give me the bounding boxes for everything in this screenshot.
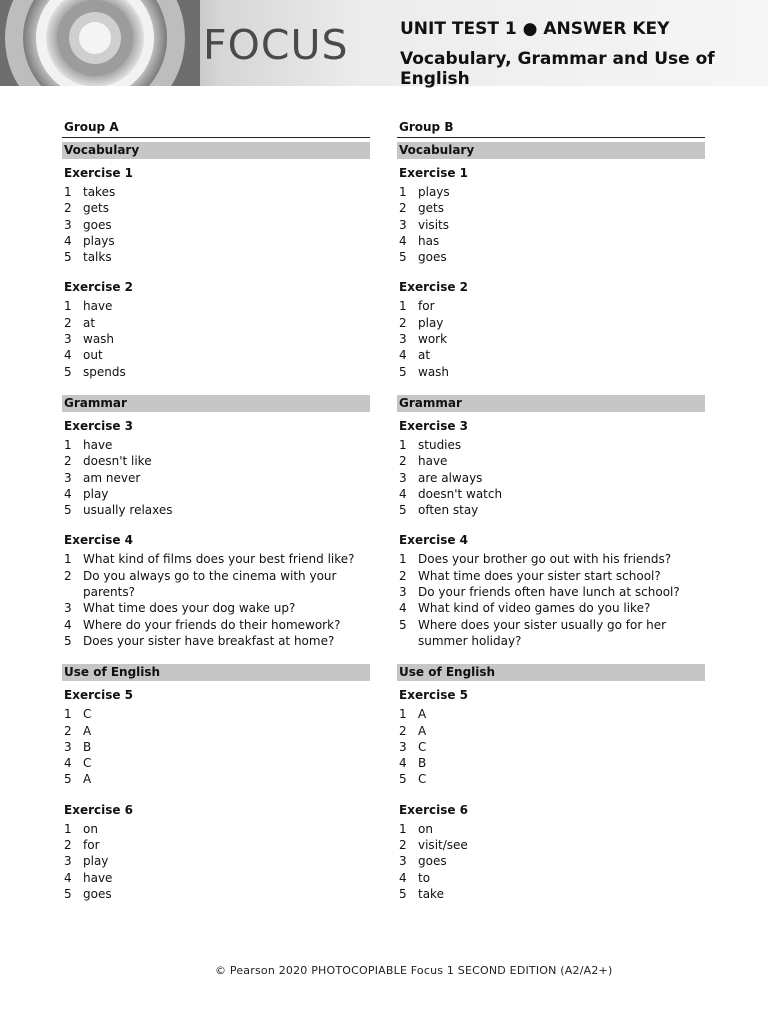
answer-number: 5 [64, 250, 72, 265]
answer-item [62, 755, 370, 771]
answer-text: visits [418, 217, 449, 232]
answer-number: 3 [64, 332, 72, 347]
section-header: Grammar [397, 395, 705, 412]
answer-item [397, 706, 705, 722]
spacer [62, 265, 370, 280]
answer-text: A [83, 723, 92, 738]
answer-item [62, 315, 370, 331]
answer-number: 1 [64, 437, 72, 452]
answer-item [397, 600, 705, 616]
exercise-title: Exercise 3 [399, 418, 469, 433]
answer-number: 4 [399, 348, 407, 363]
answer-list [62, 298, 370, 379]
answer-text: Do you always go to the cinema with your parents? [83, 568, 337, 600]
answer-text: plays [83, 233, 115, 248]
answer-number: 2 [64, 838, 72, 853]
answer-number: 1 [64, 552, 72, 567]
answer-item [397, 200, 705, 216]
answer-text: gets [83, 201, 109, 216]
answer-number: 5 [399, 364, 407, 379]
answer-item [62, 184, 370, 200]
answer-text: play [83, 854, 109, 869]
group-b-column [397, 120, 705, 917]
answer-item [62, 617, 370, 633]
answer-item [62, 853, 370, 869]
answer-item [397, 551, 705, 567]
answer-text: have [83, 299, 113, 314]
answer-number: 3 [399, 854, 407, 869]
page-subtitle: Vocabulary, Grammar and Use of English [400, 49, 715, 89]
answer-text: Does your brother go out with his friends? [418, 552, 672, 567]
answer-item [62, 364, 370, 380]
exercise-title: Exercise 1 [399, 166, 469, 180]
answer-item [62, 739, 370, 755]
answer-number: 2 [64, 723, 72, 738]
exercise-title: Exercise 2 [399, 280, 469, 295]
answer-number: 5 [64, 364, 72, 379]
answer-item [62, 837, 370, 853]
answer-number: 2 [399, 201, 407, 216]
answer-list [397, 551, 705, 649]
answer-number: 5 [64, 772, 72, 787]
answer-text: often stay [418, 503, 479, 518]
answer-text: C [418, 772, 427, 787]
answer-item [397, 502, 705, 518]
answer-item [62, 331, 370, 347]
answer-number: 3 [399, 470, 407, 485]
answer-text: Do your friends often have lunch at school? [418, 585, 680, 600]
spacer [62, 518, 370, 533]
answer-text: A [418, 723, 427, 738]
answer-text: takes [83, 185, 116, 199]
answer-number: 2 [399, 838, 407, 853]
answer-number: 3 [399, 739, 407, 754]
answer-text: C [418, 739, 427, 754]
answer-list [62, 184, 370, 265]
answer-number: 3 [64, 739, 72, 754]
answer-text: at [418, 348, 431, 363]
answer-number: 2 [64, 315, 72, 330]
answer-text: have [418, 454, 448, 469]
answer-number: 4 [64, 617, 72, 632]
answer-number: 1 [399, 185, 407, 199]
exercise-title: Exercise 3 [64, 418, 134, 433]
exercise-title: Exercise 5 [64, 688, 134, 703]
answer-number: 5 [64, 886, 72, 901]
answer-text: have [83, 437, 113, 452]
answer-item [397, 584, 705, 600]
answer-text: are always [418, 470, 483, 485]
section-header: Vocabulary [62, 142, 370, 159]
spacer [62, 788, 370, 803]
answer-text: Where does your sister usually go for her summer holiday? [418, 617, 667, 648]
answer-text: play [418, 315, 444, 330]
spacer [397, 902, 705, 917]
answer-text: goes [418, 854, 447, 869]
answer-item [62, 217, 370, 233]
answer-text: plays [418, 185, 450, 199]
exercise-title: Exercise 6 [399, 802, 469, 817]
answer-item [62, 437, 370, 453]
section-header: Grammar [62, 395, 370, 412]
exercise-title: Exercise 4 [399, 533, 469, 548]
section-header: Vocabulary [397, 142, 705, 159]
answer-text: at [83, 315, 96, 330]
answer-item [397, 347, 705, 363]
answer-number: 4 [399, 870, 407, 885]
answer-number: 1 [64, 185, 72, 199]
answer-text: gets [418, 201, 444, 216]
answer-text: goes [418, 250, 447, 265]
answer-item [62, 347, 370, 363]
answer-text: take [418, 886, 444, 901]
answer-list [397, 437, 705, 518]
answer-text: What kind of films does your best friend like? [83, 552, 355, 567]
answer-item [397, 249, 705, 265]
spacer [397, 788, 705, 803]
group-title: Group B [397, 120, 705, 138]
answer-item [62, 453, 370, 469]
answer-number: 5 [399, 503, 407, 518]
answer-item [397, 739, 705, 755]
answer-number: 4 [64, 756, 72, 771]
answer-number: 1 [64, 299, 72, 314]
answer-number: 5 [399, 772, 407, 787]
answer-text: am never [83, 470, 141, 485]
answer-number: 3 [64, 470, 72, 485]
answer-item [62, 470, 370, 486]
answer-number: 3 [64, 601, 72, 616]
answer-item [62, 486, 370, 502]
spacer [397, 649, 705, 664]
answer-number: 2 [399, 454, 407, 469]
answer-item [62, 551, 370, 567]
answer-number: 5 [399, 250, 407, 265]
answer-text: talks [83, 250, 112, 265]
answer-text: visit/see [418, 838, 468, 853]
answer-item [397, 617, 705, 650]
answer-text: to [418, 870, 431, 885]
answer-list [62, 437, 370, 518]
spacer [62, 902, 370, 917]
copyright-footer: © Pearson 2020 PHOTOCOPIABLE Focus 1 SECOND EDITION (A2/A2+) [215, 964, 613, 977]
section-header: Use of English [397, 664, 705, 681]
group-title: Group A [62, 120, 370, 138]
answer-item [397, 233, 705, 249]
answer-number: 4 [399, 601, 407, 616]
answer-item [62, 502, 370, 518]
answer-number: 5 [399, 617, 407, 632]
answer-text: doesn't like [83, 454, 152, 469]
answer-number: 1 [399, 821, 407, 836]
answer-item [62, 633, 370, 649]
answer-text: Does your sister have breakfast at home? [83, 633, 335, 648]
answer-item [397, 837, 705, 853]
answer-item [62, 886, 370, 902]
answer-text: for [418, 299, 435, 314]
answer-text: What kind of video games do you like? [418, 601, 651, 616]
spacer [397, 380, 705, 395]
answer-number: 2 [64, 568, 72, 583]
answer-item [62, 200, 370, 216]
answer-number: 1 [399, 299, 407, 314]
answer-number: 3 [64, 854, 72, 869]
answer-number: 2 [64, 454, 72, 469]
answer-text: C [83, 756, 92, 771]
answer-item [397, 723, 705, 739]
answer-item [62, 723, 370, 739]
answer-text: on [83, 821, 98, 836]
answer-text: goes [83, 217, 112, 232]
answer-text: studies [418, 437, 462, 452]
answer-item [397, 870, 705, 886]
spacer [62, 649, 370, 664]
answer-item [397, 568, 705, 584]
answer-item [397, 453, 705, 469]
answer-text: C [83, 707, 92, 722]
answer-text: goes [83, 886, 112, 901]
answer-number: 3 [399, 332, 407, 347]
answer-text: usually relaxes [83, 503, 173, 518]
answer-number: 3 [399, 217, 407, 232]
page-header [0, 0, 768, 89]
answer-text: has [418, 233, 440, 248]
page-title: UNIT TEST 1 ● ANSWER KEY [400, 19, 670, 39]
answer-item [62, 771, 370, 787]
answer-item [397, 217, 705, 233]
answer-number: 1 [399, 437, 407, 452]
group-a-column [62, 120, 370, 917]
answer-item [397, 298, 705, 314]
answer-number: 4 [64, 870, 72, 885]
answer-number: 2 [399, 315, 407, 330]
focus-logo-text: FOCUS [203, 21, 349, 69]
answer-item [397, 886, 705, 902]
answer-text: play [83, 486, 109, 501]
answer-number: 1 [399, 707, 407, 722]
answer-list [397, 298, 705, 379]
answer-item [397, 755, 705, 771]
answer-list [397, 706, 705, 787]
answer-list [62, 706, 370, 787]
section-header: Use of English [62, 664, 370, 681]
answer-number: 5 [399, 886, 407, 901]
answer-text: out [83, 348, 103, 363]
answer-number: 4 [64, 233, 72, 248]
answer-number: 4 [399, 756, 407, 771]
answer-text: have [83, 870, 113, 885]
exercise-title: Exercise 4 [64, 533, 134, 548]
exercise-title: Exercise 5 [399, 688, 469, 703]
answer-text: A [83, 772, 92, 787]
answer-item [62, 600, 370, 616]
answer-list [62, 821, 370, 902]
answer-item [397, 364, 705, 380]
answer-number: 1 [64, 821, 72, 836]
answer-number: 3 [399, 585, 407, 600]
answer-text: doesn't watch [418, 486, 503, 501]
answer-number: 2 [399, 568, 407, 583]
answer-item [397, 184, 705, 200]
answer-text: spends [83, 364, 126, 379]
answer-item [62, 233, 370, 249]
answer-item [62, 249, 370, 265]
answer-number: 3 [64, 217, 72, 232]
answer-text: wash [83, 332, 115, 347]
exercise-title: Exercise 2 [64, 280, 134, 295]
answer-item [62, 870, 370, 886]
spacer [62, 380, 370, 395]
answer-list [397, 184, 705, 265]
exercise-title: Exercise 6 [64, 802, 134, 817]
answer-list [397, 821, 705, 902]
answer-item [397, 853, 705, 869]
answer-item [62, 821, 370, 837]
answer-text: Where do your friends do their homework? [83, 617, 341, 632]
answer-item [397, 437, 705, 453]
answer-text: What time does your sister start school? [418, 568, 661, 583]
answer-item [62, 568, 370, 601]
answer-item [397, 315, 705, 331]
answer-item [62, 298, 370, 314]
answer-text: work [418, 332, 448, 347]
answer-list [62, 551, 370, 649]
answer-item [397, 486, 705, 502]
answer-number: 5 [64, 633, 72, 648]
spacer [397, 518, 705, 533]
answer-number: 2 [64, 201, 72, 216]
answer-item [62, 706, 370, 722]
answer-number: 5 [64, 503, 72, 518]
answer-number: 2 [399, 723, 407, 738]
answer-text: wash [418, 364, 450, 379]
answer-text: B [83, 739, 92, 754]
answer-text: A [418, 707, 427, 722]
answer-text: What time does your dog wake up? [83, 601, 296, 616]
answer-number: 4 [64, 348, 72, 363]
spacer [397, 265, 705, 280]
answer-number: 4 [399, 233, 407, 248]
answer-text: for [83, 838, 100, 853]
focus-lens-logo-graphic [0, 0, 200, 86]
answer-number: 4 [399, 486, 407, 501]
exercise-title: Exercise 1 [64, 166, 134, 180]
answer-item [397, 331, 705, 347]
answer-item [397, 771, 705, 787]
answer-text: B [418, 756, 427, 771]
answer-number: 1 [399, 552, 407, 567]
answer-text: on [418, 821, 433, 836]
answer-item [397, 470, 705, 486]
answer-number: 1 [64, 707, 72, 722]
answer-item [397, 821, 705, 837]
answer-number: 4 [64, 486, 72, 501]
